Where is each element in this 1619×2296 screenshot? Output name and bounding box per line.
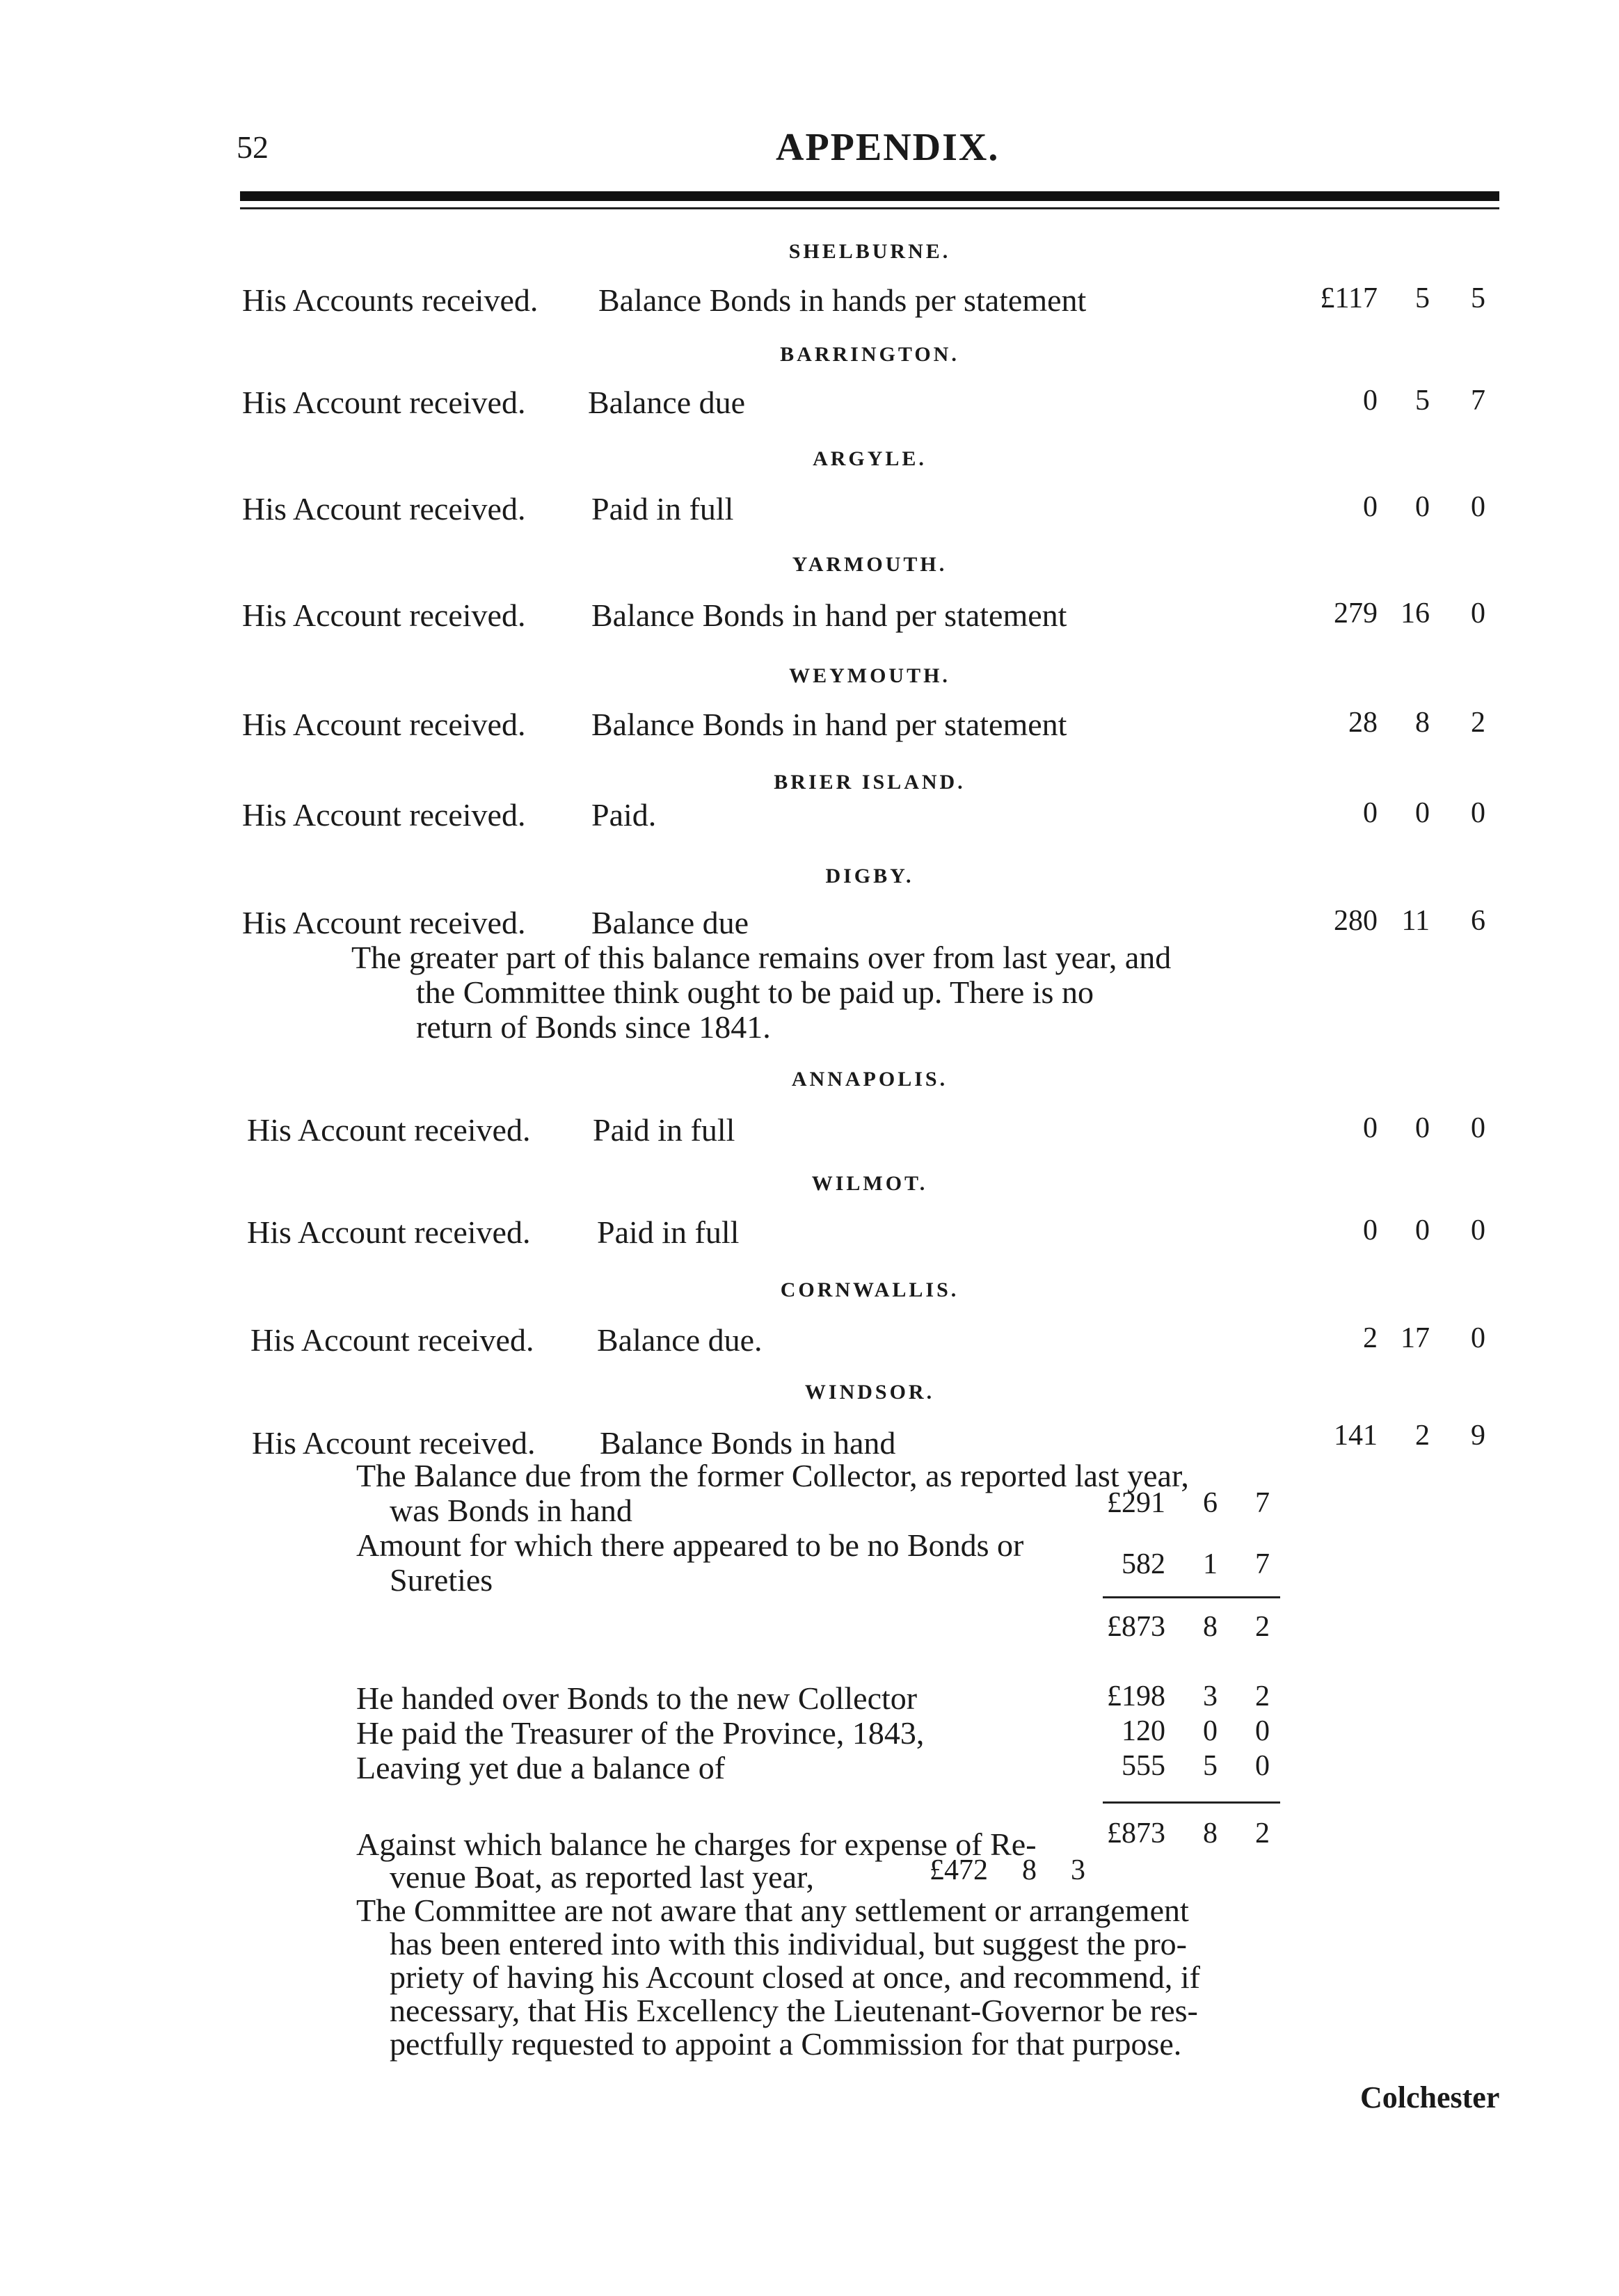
amount-shillings: 5 bbox=[1415, 385, 1430, 417]
section-heading-yarmouth: YARMOUTH. bbox=[792, 553, 948, 576]
amount-pence: 6 bbox=[1471, 905, 1485, 937]
windsor-sureties-line: Amount for which there appeared to be no Bonds or bbox=[356, 1527, 1024, 1563]
windsor-leaving-line: Leaving yet due a balance of bbox=[356, 1750, 726, 1785]
received-label: His Account received. bbox=[252, 1425, 536, 1461]
account-description: Balance Bonds in hand bbox=[600, 1425, 896, 1461]
amount-pence: 7 bbox=[1471, 385, 1485, 417]
total-pence: 2 bbox=[1255, 1611, 1270, 1643]
account-description: Paid. bbox=[591, 797, 657, 833]
account-description: Paid in full bbox=[591, 491, 734, 527]
section-heading-cornwallis: CORNWALLIS. bbox=[780, 1278, 959, 1301]
sub-amount-pence: 2 bbox=[1255, 1680, 1270, 1712]
section-heading-argyle: ARGYLE. bbox=[813, 447, 927, 470]
received-label: His Account received. bbox=[242, 797, 526, 833]
sub-amount-pence: 7 bbox=[1255, 1487, 1270, 1519]
sum-rule bbox=[1103, 1801, 1280, 1804]
amount-pence: 0 bbox=[1471, 1322, 1485, 1354]
amount-shillings: 0 bbox=[1415, 1214, 1430, 1246]
sub-amount-pounds: £198 bbox=[1107, 1680, 1165, 1712]
section-heading-weymouth: WEYMOUTH. bbox=[789, 664, 950, 687]
sub-amount-pounds: 555 bbox=[1122, 1750, 1165, 1782]
windsor-against-line: Against which balance he charges for expense of Re- bbox=[356, 1827, 1037, 1862]
received-label: His Account received. bbox=[250, 1322, 534, 1358]
amount-pounds: 0 bbox=[1363, 491, 1378, 523]
account-description: Balance Bonds in hands per statement bbox=[598, 282, 1087, 318]
account-description: Balance due bbox=[591, 905, 749, 940]
account-description: Balance due bbox=[588, 385, 746, 420]
committee-line: has been entered into with this individual, but suggest the pro- bbox=[390, 1926, 1187, 1961]
amount-pounds: 0 bbox=[1363, 385, 1378, 417]
section-heading-digby: DIGBY. bbox=[825, 865, 914, 888]
page-title: APPENDIX. bbox=[776, 126, 1000, 169]
catchword: Colchester bbox=[1360, 2080, 1500, 2114]
amount-pounds: 0 bbox=[1363, 1112, 1378, 1144]
committee-line: necessary, that His Excellency the Lieutenant-Governor be res- bbox=[390, 1993, 1198, 2028]
sub-amount-pence: 0 bbox=[1255, 1750, 1270, 1782]
sub-amount-shillings: 1 bbox=[1203, 1548, 1218, 1580]
received-label: His Account received. bbox=[247, 1214, 531, 1250]
sub-amount-pounds: £291 bbox=[1107, 1487, 1165, 1519]
section-heading-brier-island: BRIER ISLAND. bbox=[774, 771, 966, 794]
received-label: His Account received. bbox=[242, 905, 526, 940]
amount-pence: 5 bbox=[1471, 282, 1485, 314]
windsor-paid-line: He paid the Treasurer of the Province, 1843, bbox=[356, 1715, 925, 1751]
received-label: His Accounts received. bbox=[242, 282, 539, 318]
boat-amount-pence: 3 bbox=[1071, 1854, 1085, 1886]
sum-rule bbox=[1103, 1596, 1280, 1598]
digby-note-line: The greater part of this balance remains over from last year, and bbox=[351, 940, 1172, 975]
total-pounds: £873 bbox=[1107, 1817, 1165, 1849]
boat-amount-pounds: £472 bbox=[930, 1854, 988, 1886]
amount-shillings: 2 bbox=[1415, 1420, 1430, 1452]
sub-amount-pence: 0 bbox=[1255, 1715, 1270, 1747]
amount-shillings: 0 bbox=[1415, 491, 1430, 523]
total-pounds: £873 bbox=[1107, 1611, 1165, 1643]
amount-pence: 0 bbox=[1471, 1112, 1485, 1144]
committee-line: priety of having his Account closed at once, and recommend, if bbox=[390, 1959, 1200, 1995]
account-description: Balance Bonds in hand per statement bbox=[591, 597, 1067, 633]
account-description: Balance due. bbox=[597, 1322, 763, 1358]
amount-pounds: 0 bbox=[1363, 1214, 1378, 1246]
amount-shillings: 17 bbox=[1401, 1322, 1430, 1354]
total-shillings: 8 bbox=[1203, 1611, 1218, 1643]
sub-amount-shillings: 6 bbox=[1203, 1487, 1218, 1519]
header-rule-thin bbox=[240, 207, 1499, 209]
header-rule-thick bbox=[240, 191, 1499, 201]
amount-pounds: 0 bbox=[1363, 797, 1378, 829]
amount-pounds: 279 bbox=[1334, 597, 1378, 629]
total-pence: 2 bbox=[1255, 1817, 1270, 1849]
received-label: His Account received. bbox=[242, 385, 526, 420]
boat-amount-shillings: 8 bbox=[1022, 1854, 1037, 1886]
section-heading-barrington: BARRINGTON. bbox=[780, 343, 959, 366]
amount-pence: 0 bbox=[1471, 1214, 1485, 1246]
amount-pounds: 141 bbox=[1334, 1420, 1378, 1452]
digby-note-line: the Committee think ought to be paid up. There is no bbox=[416, 974, 1094, 1010]
account-description: Balance Bonds in hand per statement bbox=[591, 707, 1067, 742]
amount-shillings: 16 bbox=[1401, 597, 1430, 629]
section-heading-shelburne: SHELBURNE. bbox=[788, 240, 951, 263]
amount-pounds: 280 bbox=[1334, 905, 1378, 937]
sub-amount-pounds: 582 bbox=[1122, 1548, 1165, 1580]
amount-pounds: 2 bbox=[1363, 1322, 1378, 1354]
windsor-intro-line: The Balance due from the former Collector, as reported last year, bbox=[356, 1458, 1189, 1493]
account-description: Paid in full bbox=[597, 1214, 740, 1250]
amount-pounds: £117 bbox=[1320, 282, 1378, 314]
sub-amount-shillings: 0 bbox=[1203, 1715, 1218, 1747]
windsor-against-line: venue Boat, as reported last year, bbox=[390, 1859, 814, 1895]
account-description: Paid in full bbox=[593, 1112, 735, 1148]
section-heading-wilmot: WILMOT. bbox=[811, 1172, 928, 1195]
sub-amount-shillings: 3 bbox=[1203, 1680, 1218, 1712]
amount-pence: 2 bbox=[1471, 707, 1485, 739]
amount-pence: 0 bbox=[1471, 797, 1485, 829]
amount-shillings: 8 bbox=[1415, 707, 1430, 739]
amount-pence: 9 bbox=[1471, 1420, 1485, 1452]
committee-line: The Committee are not aware that any settlement or arrangement bbox=[356, 1893, 1189, 1928]
digby-note-line: return of Bonds since 1841. bbox=[416, 1009, 771, 1045]
amount-shillings: 11 bbox=[1401, 905, 1430, 937]
received-label: His Account received. bbox=[242, 707, 526, 742]
amount-shillings: 5 bbox=[1415, 282, 1430, 314]
received-label: His Account received. bbox=[242, 491, 526, 527]
received-label: His Account received. bbox=[247, 1112, 531, 1148]
amount-pence: 0 bbox=[1471, 491, 1485, 523]
amount-pence: 0 bbox=[1471, 597, 1485, 629]
windsor-handed-line: He handed over Bonds to the new Collector bbox=[356, 1680, 918, 1716]
section-heading-windsor: WINDSOR. bbox=[804, 1381, 935, 1404]
sub-amount-pounds: 120 bbox=[1122, 1715, 1165, 1747]
page-number: 52 bbox=[237, 129, 269, 165]
windsor-sureties-line: Sureties bbox=[390, 1562, 493, 1598]
amount-shillings: 0 bbox=[1415, 1112, 1430, 1144]
total-shillings: 8 bbox=[1203, 1817, 1218, 1849]
amount-shillings: 0 bbox=[1415, 797, 1430, 829]
received-label: His Account received. bbox=[242, 597, 526, 633]
section-heading-annapolis: ANNAPOLIS. bbox=[791, 1068, 948, 1091]
amount-pounds: 28 bbox=[1348, 707, 1378, 739]
windsor-intro-line: was Bonds in hand bbox=[390, 1493, 632, 1528]
sub-amount-shillings: 5 bbox=[1203, 1750, 1218, 1782]
committee-line: pectfully requested to appoint a Commission for that purpose. bbox=[390, 2026, 1182, 2062]
sub-amount-pence: 7 bbox=[1255, 1548, 1270, 1580]
